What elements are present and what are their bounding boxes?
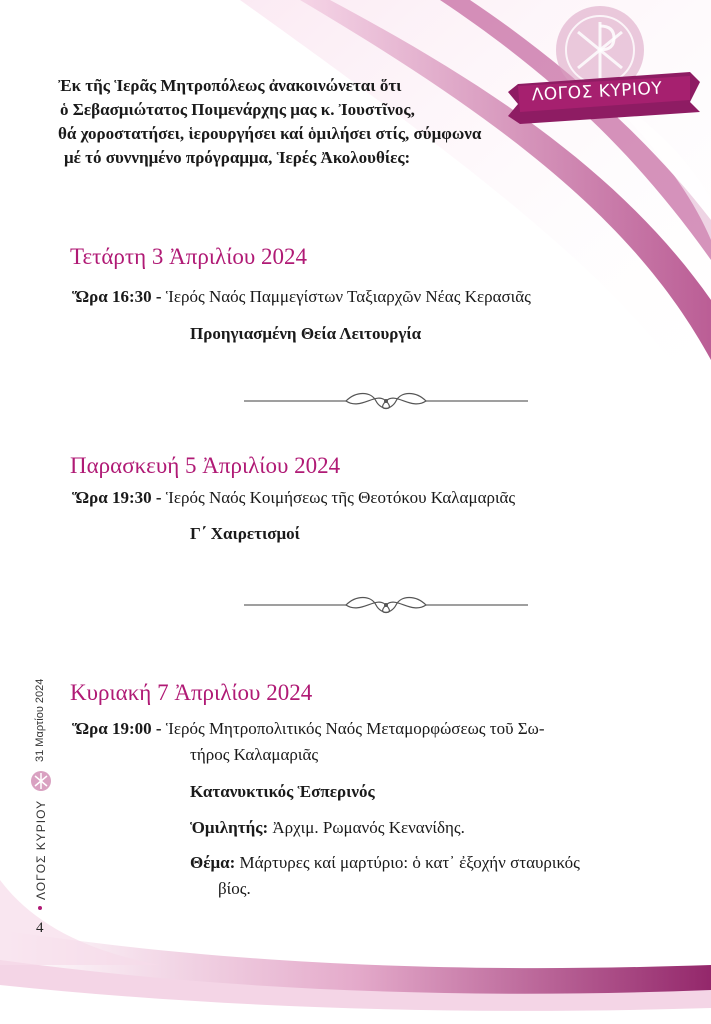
- magazine-name: ΛΟΓΟΣ ΚΥΡΙΟΥ: [34, 799, 48, 900]
- intro-line: Ἐκ τῆς Ἱερᾶς Μητροπόλεως ἀνακοινώνεται ὅτι: [58, 76, 402, 95]
- event-time-location: [72, 287, 531, 307]
- event-time: Ὥρα 19:30 -: [72, 488, 162, 507]
- event-location: Ἱερός Μητροπολιτικός Ναός Μεταμορφώσεως τοῦ Σω-: [165, 719, 545, 738]
- intro-line: ὁ Σεβασμιώτατος Ποιμενάρχης μας κ. Ἰουστῖνος,: [60, 100, 415, 119]
- intro-line: μέ τό συννημένο πρόγραμμα, Ἱερές Ἀκολουθίες:: [64, 148, 411, 167]
- event-time-location: [72, 719, 545, 739]
- event-speaker: [190, 818, 465, 838]
- logo-banner-text: ΛΟΓΟΣ ΚΥΡΙΟΥ: [531, 78, 663, 106]
- event-time-location: [72, 488, 515, 508]
- event-location: Ἱερός Ναός Κοιμήσεως τῆς Θεοτόκου Καλαμαριᾶς: [165, 488, 516, 507]
- bullet-dot: [38, 906, 42, 910]
- logo-small-icon: [30, 770, 52, 792]
- divider-ornament: [236, 590, 536, 620]
- event-location-continued: τήρος Καλαμαριᾶς: [190, 745, 319, 764]
- speaker-name: Ἀρχιμ. Ρωμανός Κενανίδης.: [272, 818, 465, 837]
- event-service: Προηγιασμένη Θεία Λειτουργία: [190, 324, 422, 343]
- issue-date: 31 Μαρτίου 2024: [34, 678, 46, 762]
- event-time: Ὥρα 16:30 -: [72, 287, 162, 306]
- event-time: Ὥρα 19:00 -: [72, 719, 162, 738]
- event-topic-continued: βίος.: [218, 879, 251, 898]
- intro-line: θά χοροστατήσει, ἱερουργήσει καί ὁμιλήσει στίς, σύμφωνα: [58, 124, 482, 143]
- page-number: 4: [36, 920, 44, 936]
- event-date: Τετάρτη 3 Ἀπριλίου 2024: [70, 244, 308, 269]
- divider-ornament: [236, 386, 536, 416]
- event-location: Ἱερός Ναός Παμμεγίστων Ταξιαρχῶν Νέας Κερασιᾶς: [165, 287, 531, 306]
- event-date: Παρασκευή 5 Ἀπριλίου 2024: [70, 453, 341, 478]
- intro-announcement: [58, 74, 508, 170]
- speaker-label: Ὁμιλητής:: [190, 818, 269, 837]
- event-service: Γ΄ Χαιρετισμοί: [190, 524, 300, 543]
- event-service: Κατανυκτικός Ἑσπερινός: [190, 782, 375, 801]
- topic-text: Μάρτυρες καί μαρτύριο: ὁ κατ᾽ ἐξοχήν σταυρικός: [239, 853, 580, 872]
- event-date: Κυριακή 7 Ἀπριλίου 2024: [70, 680, 313, 705]
- topic-label: Θέμα:: [190, 853, 236, 872]
- event-topic: [190, 853, 580, 873]
